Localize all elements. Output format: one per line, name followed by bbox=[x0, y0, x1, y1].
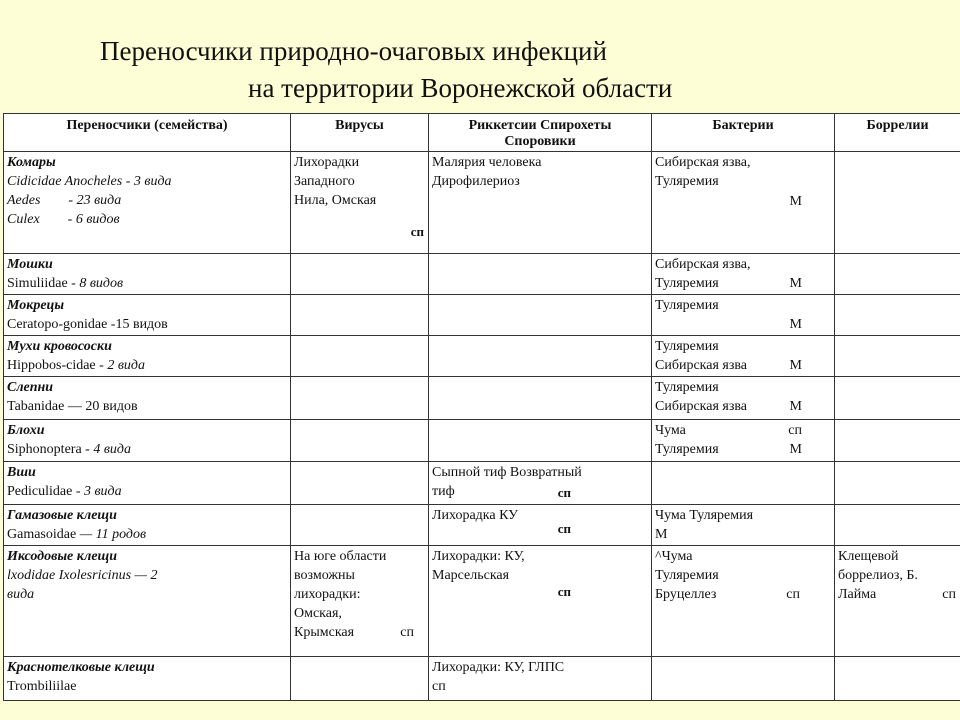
page-title-line1: Переносчики природно-очаговых инфекций bbox=[100, 36, 607, 66]
vector-name: Мокрецы bbox=[7, 298, 65, 313]
table-row-slepni bbox=[4, 377, 960, 420]
borrelia-cell bbox=[835, 377, 960, 420]
table-header-row bbox=[4, 114, 960, 152]
cell-text: Туляремия bbox=[655, 276, 719, 291]
rickettsia-cell bbox=[429, 505, 652, 546]
vector-name: Комары bbox=[7, 155, 56, 170]
cell-text: возможны bbox=[294, 568, 355, 583]
table-row-krasnotelkovye bbox=[4, 657, 960, 701]
cell-text: Марсельская bbox=[432, 568, 510, 583]
table-row-komary bbox=[4, 152, 960, 254]
cell-text: Клещевой bbox=[838, 549, 899, 564]
cell-text: Крымская bbox=[294, 625, 355, 640]
vector-latin: Gamasoidae bbox=[7, 527, 77, 542]
cell-text: боррелиоз, Б. bbox=[838, 568, 918, 583]
borrelia-cell bbox=[835, 546, 960, 657]
vector-latin: Ceratopo-gonidae -15 видов bbox=[7, 317, 168, 332]
viruses-cell bbox=[291, 420, 429, 462]
mark-m: М bbox=[789, 358, 802, 373]
cell-text: Сибирская язва, bbox=[655, 155, 751, 170]
table-row-vshi bbox=[4, 462, 960, 505]
vector-name: Гамазовые клещи bbox=[7, 508, 117, 523]
vector-latin: Hippobos-cidae bbox=[7, 358, 96, 373]
borrelia-cell bbox=[835, 657, 960, 701]
vectors-table bbox=[3, 113, 960, 701]
vector-latin: Cidicidae Anocheles - 3 вида bbox=[7, 174, 172, 189]
bacteria-cell bbox=[652, 295, 835, 336]
bacteria-cell bbox=[652, 152, 835, 254]
vector-name: Слепни bbox=[7, 380, 54, 395]
cell-text: На юге области bbox=[294, 549, 387, 564]
vector-count: - 3 вида bbox=[72, 484, 122, 499]
table-row-gamazovye bbox=[4, 505, 960, 546]
cell-text: Сибирская язва bbox=[655, 399, 748, 414]
cell-text: Омская, bbox=[294, 606, 342, 621]
cell-text: Туляремия bbox=[655, 298, 719, 313]
vector-latin: вида bbox=[7, 587, 35, 602]
mark-sp: сп bbox=[942, 587, 956, 602]
rickettsia-cell bbox=[429, 546, 652, 657]
cell-text: Чума Туляремия bbox=[655, 508, 754, 523]
mark-sp: сп bbox=[788, 423, 802, 438]
mark-sp: сп bbox=[557, 521, 571, 536]
cell-text: Лихорадки bbox=[294, 155, 360, 170]
vector-name: Мухи кровососки bbox=[7, 339, 112, 354]
vector-cell bbox=[4, 505, 291, 546]
vector-name: Краснотелковые клещи bbox=[7, 660, 155, 675]
cell-text: Туляремия bbox=[655, 568, 719, 583]
vector-cell bbox=[4, 377, 291, 420]
table-row-moshki bbox=[4, 254, 960, 295]
mark-m: М bbox=[789, 442, 802, 457]
vector-count: - 2 вида bbox=[95, 358, 145, 373]
mark-sp: сп bbox=[400, 625, 414, 640]
vector-cell bbox=[4, 420, 291, 462]
header-rickettsia: Риккетсии Спирохеты Споровики bbox=[429, 114, 652, 152]
vector-cell bbox=[4, 152, 291, 254]
viruses-cell bbox=[291, 546, 429, 657]
cell-text: Сыпной тиф Возвратный bbox=[432, 465, 582, 480]
cell-text: Сибирская язва, bbox=[655, 257, 751, 272]
borrelia-cell bbox=[835, 462, 960, 505]
cell-text: Сибирская язва bbox=[655, 358, 748, 373]
viruses-cell bbox=[291, 377, 429, 420]
vector-latin: Siphonoptera bbox=[7, 442, 82, 457]
vector-cell bbox=[4, 295, 291, 336]
header-bacteria: Бактерии bbox=[652, 114, 835, 152]
rickettsia-cell bbox=[429, 657, 652, 701]
vector-latin: lxodidae Ixolesricinus — 2 bbox=[7, 568, 158, 583]
rickettsia-cell bbox=[429, 254, 652, 295]
cell-text: Туляремия bbox=[655, 174, 719, 189]
table-row-mokretsy bbox=[4, 295, 960, 336]
viruses-cell bbox=[291, 462, 429, 505]
vector-latin: Tabanidae — 20 видов bbox=[7, 399, 138, 414]
mark-sp: сп bbox=[786, 587, 800, 602]
table-row-mukhi bbox=[4, 336, 960, 377]
header-vectors: Переносчики (семейства) bbox=[4, 114, 291, 152]
vector-cell bbox=[4, 462, 291, 505]
vector-name: Мошки bbox=[7, 257, 53, 272]
bacteria-cell bbox=[652, 546, 835, 657]
mark-m: М bbox=[789, 399, 802, 414]
vector-count: - 4 вида bbox=[81, 442, 131, 457]
vector-latin: Simuliidae bbox=[7, 276, 68, 291]
mark-sp: сп bbox=[557, 584, 571, 599]
vector-latin: Aedes - 23 вида bbox=[7, 193, 122, 208]
rickettsia-cell bbox=[429, 377, 652, 420]
cell-text: Лихорадки: КУ, bbox=[432, 549, 525, 564]
table-row-iksodovye bbox=[4, 546, 960, 657]
rickettsia-cell bbox=[429, 462, 652, 505]
viruses-cell bbox=[291, 152, 429, 254]
viruses-cell bbox=[291, 295, 429, 336]
cell-text: Туляремия bbox=[655, 442, 719, 457]
vector-name: Иксодовые клещи bbox=[7, 549, 117, 564]
cell-text: Дирофилериоз bbox=[432, 174, 520, 189]
bacteria-cell bbox=[652, 657, 835, 701]
bacteria-cell bbox=[652, 505, 835, 546]
bacteria-cell bbox=[652, 254, 835, 295]
vector-name: Блохи bbox=[7, 423, 45, 438]
cell-text: Чума bbox=[655, 423, 686, 438]
bacteria-cell bbox=[652, 377, 835, 420]
cell-text: Бруцеллез bbox=[655, 587, 717, 602]
table-row-blokhi bbox=[4, 420, 960, 462]
rickettsia-cell bbox=[429, 336, 652, 377]
cell-text: М bbox=[655, 527, 668, 542]
cell-text: Лихорадка КУ bbox=[432, 508, 519, 523]
cell-text: Лайма bbox=[838, 587, 877, 602]
viruses-cell bbox=[291, 336, 429, 377]
vector-count: — 11 родов bbox=[76, 527, 147, 542]
cell-text: ^Чума bbox=[655, 549, 693, 564]
mark-m: М bbox=[789, 317, 802, 332]
borrelia-cell bbox=[835, 420, 960, 462]
cell-text: Западного bbox=[294, 174, 355, 189]
cell-text: лихорадки: bbox=[294, 587, 361, 602]
vector-cell bbox=[4, 254, 291, 295]
header-viruses: Вирусы bbox=[291, 114, 429, 152]
vector-cell bbox=[4, 546, 291, 657]
vector-cell bbox=[4, 657, 291, 701]
borrelia-cell bbox=[835, 336, 960, 377]
cell-text: Туляремия bbox=[655, 380, 719, 395]
viruses-cell bbox=[291, 657, 429, 701]
rickettsia-cell bbox=[429, 152, 652, 254]
bacteria-cell bbox=[652, 462, 835, 505]
mark-m: М bbox=[789, 194, 802, 209]
header-borrelia: Боррелии bbox=[835, 114, 960, 152]
vector-name: Вши bbox=[7, 465, 36, 480]
vector-latin: Trombiliilae bbox=[7, 679, 77, 694]
cell-text: Нила, Омская bbox=[294, 193, 377, 208]
cell-text: сп bbox=[432, 679, 446, 694]
borrelia-cell bbox=[835, 295, 960, 336]
vector-cell bbox=[4, 336, 291, 377]
bacteria-cell bbox=[652, 420, 835, 462]
borrelia-cell bbox=[835, 152, 960, 254]
bacteria-cell bbox=[652, 336, 835, 377]
vector-latin: Pediculidae bbox=[7, 484, 73, 499]
vector-latin: Culex - 6 видов bbox=[7, 212, 120, 227]
borrelia-cell bbox=[835, 254, 960, 295]
viruses-cell bbox=[291, 254, 429, 295]
cell-text: тиф bbox=[432, 484, 455, 499]
viruses-cell bbox=[291, 505, 429, 546]
mark-m: М bbox=[789, 276, 802, 291]
rickettsia-cell bbox=[429, 295, 652, 336]
mark-sp: сп bbox=[557, 485, 571, 500]
cell-text: Туляремия bbox=[655, 339, 719, 354]
mark-sp: сп bbox=[410, 224, 424, 239]
rickettsia-cell bbox=[429, 420, 652, 462]
borrelia-cell bbox=[835, 505, 960, 546]
vector-count: - 8 видов bbox=[67, 276, 124, 291]
page-title-line2: на территории Воронежской области bbox=[248, 73, 673, 103]
cell-text: Лихорадки: КУ, ГЛПС bbox=[432, 660, 565, 675]
cell-text: Малярия человека bbox=[432, 155, 542, 170]
